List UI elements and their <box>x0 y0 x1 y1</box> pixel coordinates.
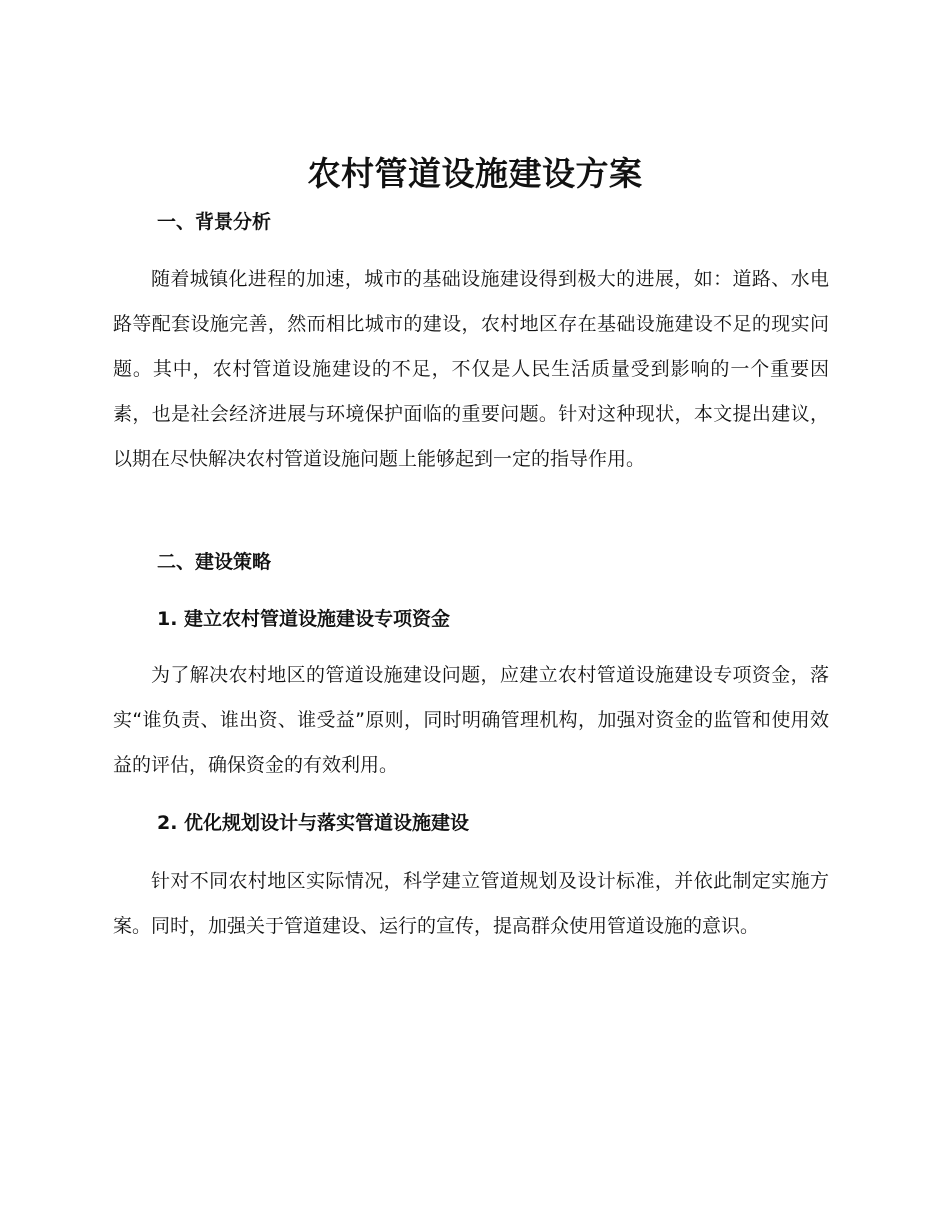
paragraph-funding: 为了解决农村地区的管道设施建设问题，应建立农村管道设施建设专项资金，落实“谁负责、谁出资、谁受益”原则，同时明确管理机构，加强对资金的监管和使用效益的评估，确保资金的有效利用。 <box>113 664 829 776</box>
paragraph-background: 随着城镇化进程的加速，城市的基础设施建设得到极大的进展，如：道路、水电路等配套设施完善，然而相比城市的建设，农村地区存在基础设施建设不足的现实问题。其中，农村管道设施建设的不足，不仅是人民生活质量受到影响的一个重要因素，也是社会经济进展与环境保护面临的重要问题。针对这种现状，本文提出建议，以期在尽快解决农村管道设施问题上能够起到一定的指导作用。 <box>113 268 829 470</box>
subsection-heading-planning: 2. 优化规划设计与落实管道设施建设 <box>157 812 470 834</box>
document-title: 农村管道设施建设方案 <box>307 154 643 193</box>
subsection-heading-funding: 1. 建立农村管道设施建设专项资金 <box>157 608 451 630</box>
section-heading-background: 一、背景分析 <box>157 211 272 233</box>
paragraph-planning: 针对不同农村地区实际情况，科学建立管道规划及设计标准，并依此制定实施方案。同时，加强关于管道建设、运行的宣传，提高群众使用管道设施的意识。 <box>113 870 829 937</box>
section-heading-strategy: 二、建设策略 <box>157 551 272 573</box>
